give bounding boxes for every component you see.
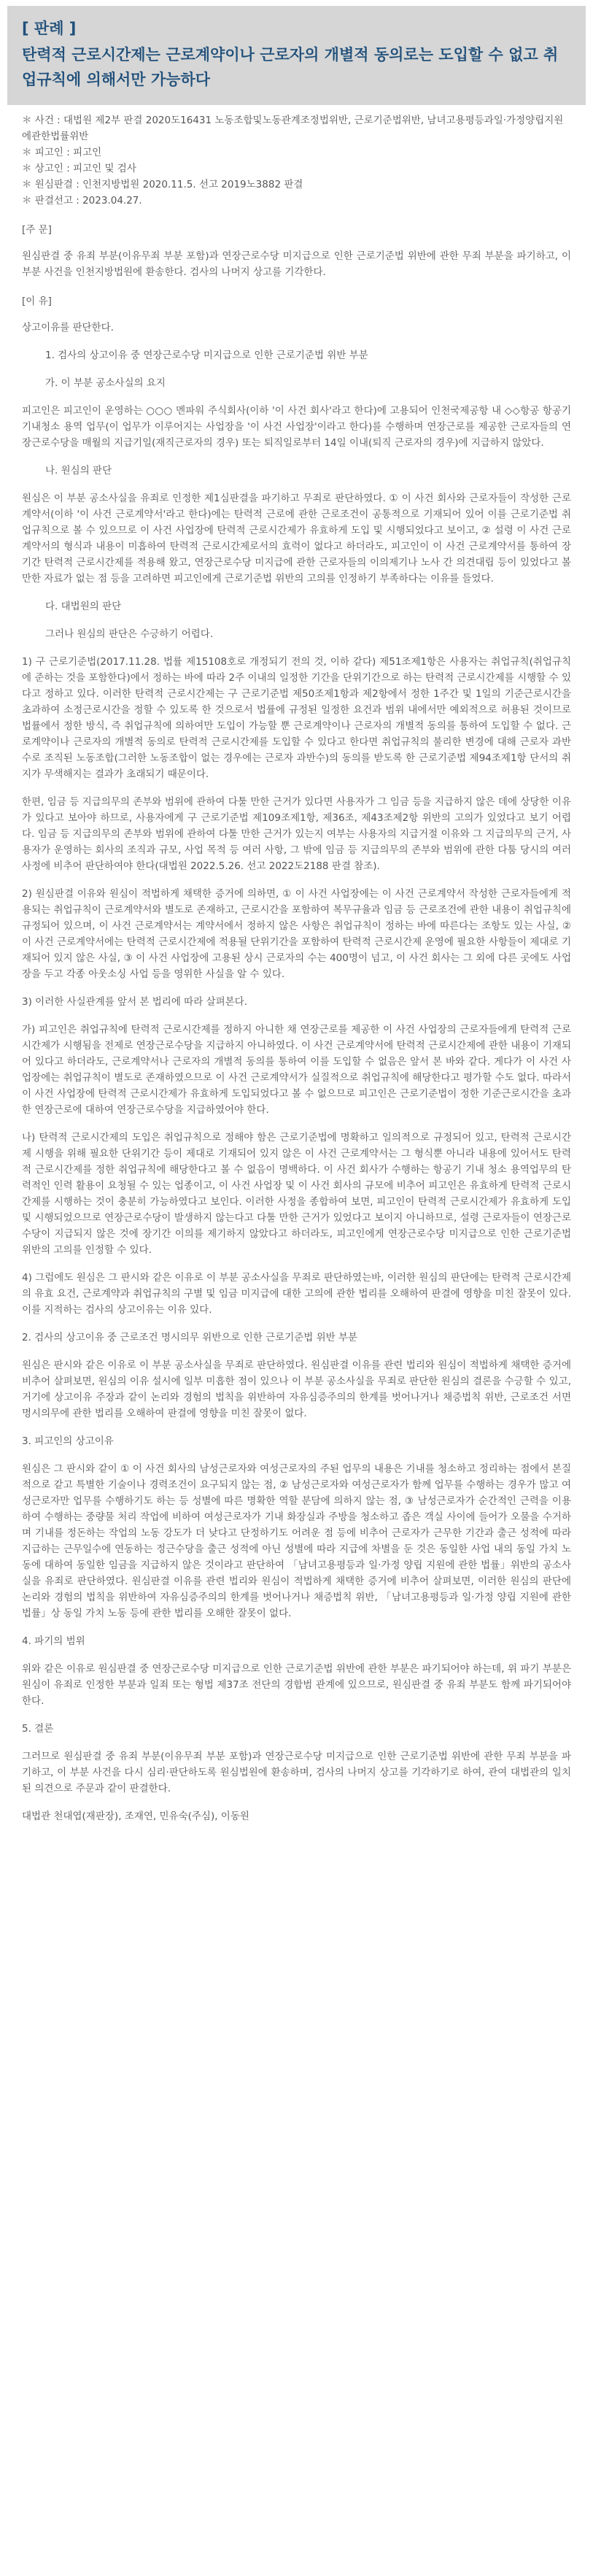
section-1-ga-heading: 가. 이 부분 공소사실의 요지: [45, 377, 166, 389]
page: [0, 6, 593, 2576]
section-1-da-p4: 4) 그럼에도 원심은 그 판시와 같은 이유로 이 부분 공소사실을 무죄로 판단하였는바, 이러한 원심의 판단에는 탄력적 근로시간제의 유효 요건, 근로계약과 취업규칙의 구별 및 임금 미지급에 대한 고의에 관한 법리를 오해하여 판결에 영향을 미친 잘못이 있다. 이를 지적하는 검사의 상고이유는 이유 있다.: [22, 1272, 571, 1316]
section-2-text: 원심은 판시와 같은 이유로 이 부분 공소사실을 무죄로 판단하였다. 원심판결 이유를 관련 법리와 원심이 적법하게 채택한 증거에 비추어 살펴보면, 원심의 이유 설시에 일부 미흡한 점이 있으나 이 부분 공소사실을 무죄로 판단한 원심의 결론을 수긍할 수 있고, 거기에 상고이유 주장과 같이 논리와 경험의 법칙을 위반하여 자유심증주의의 한계를 벗어나거나 채증법칙 위반, 근로조건 서면명시의무에 관한 법리를 오해하여 판결에 영향을 미친 잘못이 없다.: [22, 1360, 571, 1419]
section-1-na-heading: 나. 원심의 판단: [45, 465, 112, 477]
meta-defendant: ＊ 피고인 : 피고인: [22, 147, 102, 158]
page-title: 탄력적 근로시간제는 근로계약이나 근로자의 개별적 동의로는 도입할 수 없고 취업규칙에 의해서만 가능하다: [22, 46, 559, 88]
section-1-heading: 1. 검사의 상고이유 중 연장근로수당 미지급으로 인한 근로기준법 위반 부분: [45, 350, 368, 361]
section-1-na-text: 원심은 이 부분 공소사실을 유죄로 인정한 제1심판결을 파기하고 무죄로 판단하였다. ① 이 사건 회사와 근로자들이 작성한 근로계약서(이하 '이 사건 근로계약서'라고 한다)에는 탄력적 근로에 관한 근로조건이 공통적으로 기재되어 있어 이를 근로기준법 취업규칙으로 볼 수 있으므로 이 사건 사업장에 탄력적 근로시간제가 유효하게 도입 및 시행되었다고 보이고, ② 설령 이 사건 근로계약서의 형식과 내용이 미흡하여 탄력적 근로시간제로서의 효력이 없다고 하더라도, 피고인이 이 사건 근로계약서를 통하여 장기간 탄력적 근로시간제를 적용해 왔고, 연장근로수당 미지급에 관한 근로자들의 이의제기나 노사 간 의견대립 등이 있었다고 볼 만한 자료가 없는 점 등을 고려하면 피고인에게 근로기준법 위반의 고의를 인정하기 부족하다는 이유를 들었다.: [22, 493, 571, 585]
document-body: [7, 112, 586, 1824]
section-1-ga-text: 피고인은 피고인이 운영하는 ○○○ 멘파워 주식회사(이하 '이 사건 회사'라고 한다)에 고용되어 인천국제공항 내 ◇◇항공 항공기 기내청소 용역 업무(이 업무가 이루어지는 사업장을 '이 사건 사업장'이라고 한다)를 수행하며 연장근로를 제공한 근로자들의 연장근로수당을 매월의 지급기일(재직근로자의 경우) 또는 퇴직일로부터 14일 이내(퇴직 근로자의 경우)에 지급하지 않았다.: [22, 405, 571, 449]
section-3-heading: 3. 피고인의 상고이유: [22, 1435, 114, 1447]
section-1-da-p1: 1) 구 근로기준법(2017.11.28. 법률 제15108호로 개정되기 전의 것, 이하 같다) 제51조제1항은 사용자는 취업규칙(취업규칙에 준하는 것을 포함한다)에서 정하는 바에 따라 2주 이내의 일정한 기간을 단위기간으로 하는 탄력적 근로시간제를 시행할 수 있다고 정하고 있다. 이러한 탄력적 근로시간제는 구 근로기준법 제50조제1항과 제2항에서 정한 1주간 및 1일의 기준근로시간을 초과하여 소정근로시간을 정할 수 있도록 한 것으로서 법률에 규정된 일정한 요건과 범위 내에서만 예외적으로 허용된 것이므로 법률에서 정한 방식, 즉 취업규칙에 의하여만 도입이 가능할 뿐 근로계약이나 근로자의 개별적 동의를 통하여 도입할 수 없다. 근로계약이나 근로자의 개별적 동의로 탄력적 근로시간제를 도입할 수 있다고 한다면 취업규칙의 불리한 변경에 대해 근로자 과반수로 조직된 노동조합(그러한 노동조합이 없는 경우에는 근로자 과반수)의 동의를 받도록 한 근로기준법 제94조제1항 단서의 취지가 무색해지는 결과가 초래되기 때문이다.: [22, 656, 571, 780]
section-1-da-p3: 3) 이러한 사실관계를 앞서 본 법리에 따라 살펴본다.: [22, 996, 248, 1008]
section-2-heading: 2. 검사의 상고이유 중 근로조건 명시의무 위반으로 인한 근로기준법 위반 부분: [22, 1332, 358, 1343]
section-1-da-p1b: 한편, 임금 등 지급의무의 존부와 범위에 관하여 다툴 만한 근거가 있다면 사용자가 그 임금 등을 지급하지 않은 데에 상당한 이유가 있다고 보아야 하므로, 사용자에게 구 근로기준법 제109조제1항, 제36조, 제43조제2항 위반의 고의가 있었다고 보기 어렵다. 임금 등 지급의무의 존부와 범위에 관하여 다툴 만한 근거가 있는지 여부는 사용자의 지급거절 이유와 그 지급의무의 근거, 사용자가 운영하는 회사의 조직과 규모, 사업 목적 등 여러 사항, 그 밖에 임금 등 지급의무의 존부와 범위에 관한 다툼 당시의 여러 사정에 비추어 판단하여야 한다(대법원 2022.5.26. 선고 2022도2188 판결 참조).: [22, 796, 571, 872]
reasons-heading: [이 유]: [22, 296, 52, 307]
section-4-text: 위와 같은 이유로 원심판결 중 연장근로수당 미지급으로 인한 근로기준법 위반에 관한 부분은 파기되어야 하는데, 위 파기 부분은 원심이 유죄로 인정한 부분과 일죄 또는 형법 제37조 전단의 경합범 관계에 있으므로, 원심판결 중 유죄 부분도 함께 파기되어야 한다.: [22, 1663, 571, 1707]
case-meta: [22, 112, 571, 209]
section-1-da-p3b: 나) 탄력적 근로시간제의 도입은 취업규칙으로 정해야 함은 근로기준법에 명확하고 일의적으로 규정되어 있고, 탄력적 근로시간제 시행을 위해 필요한 단위기간 등이 제대로 기재되어 있지 않은 이 사건 근로계약서는 그 형식뿐 아니라 내용에 있어서도 탄력적 근로시간제를 정한 취업규칙에 해당한다고 볼 수 없음이 명백하다. 이 사건 회사가 수행하는 항공기 기내 청소 용역업무의 탄력적인 인력 활용이 요청될 수 있는 업종이고, 이 사건 사업장 및 이 사건 회사의 규모에 비추어 피고인은 유효하게 탄력적 근로시간제를 시행하는 것이 충분히 가능하였다고 보인다. 이러한 사정을 종합하여 보면, 피고인이 탄력적 근로시간제가 유효하게 도입 및 시행되었으므로 연장근로수당이 발생하지 않는다고 다툴 만한 근거가 있었다고 보이지 아니하므로, 설령 근로자들이 연장근로수당이 지급되지 않은 것에 장기간 이의를 제기하지 않았다고 하더라도, 피고인에게 연장근로수당 미지급으로 인한 근로기준법 위반의 고의를 인정할 수 있다.: [22, 1132, 571, 1256]
section-1-da-heading: 다. 대법원의 판단: [45, 601, 122, 612]
title-banner: [7, 6, 586, 105]
reasons-intro: 상고이유를 판단한다.: [22, 322, 114, 333]
section-3-text: 원심은 그 판시와 같이 ① 이 사건 회사의 남성근로자와 여성근로자의 주된 업무의 내용은 기내를 청소하고 정리하는 점에서 본질적으로 같고 특별한 기술이나 경력조건이 요구되지 않는 점, ② 남성근로자와 여성근로자가 함께 업무를 수행하는 경우가 많고 여성근로자만 업무를 수행하기도 하는 등 성별에 따른 명확한 역할 분담에 의하지 않는 점, ③ 남성근로자가 순간적인 근력을 이용하여 수행하는 중량물 처리 작업에 비하여 여성근로자가 기내 화장실과 주방을 청소하고 좁은 객실 사이에 들어가 오물을 수거하며 기내를 정돈하는 작업의 노동 강도가 더 낮다고 단정하기도 어려운 점 등에 비추어 근로자가 근무한 기간과 출근 성적에 따라 지급하는 근무일수에 연동하는 정근수당을 출근 성적에 아닌 성별에 따라 지급에 차별을 둔 것은 동일한 사업 내의 동일 가치 노동에 대하여 동일한 임금을 지급하지 않은 것이라고 판단하여 「남녀고용평등과 일·가정 양립 지원에 관한 법률」위반의 공소사실을 유죄로 판단하였다. 원심판결 이유를 관련 법리와 원심이 적법하게 채택한 증거에 비추어 살펴보면, 이러한 원심의 판단에 논리와 경험의 법칙을 위반하여 자유심증주의의 한계를 벗어나거나 채증법칙 위반, 「남녀고용평등과 일·가정 양립 지원에 관한 법률」상 동일 가치 노동 등에 관한 법리를 오해한 잘못이 없다.: [22, 1463, 571, 1619]
section-1-da-p3a: 가) 피고인은 취업규칙에 탄력적 근로시간제를 정하지 아니한 채 연장근로를 제공한 이 사건 사업장의 근로자들에게 탄력적 근로시간제가 시행됨을 전제로 연장근로수당을 지급하지 아니하였다. 이 사건 근로계약서에 탄력적 근로시간제에 관한 내용이 기재되어 있다고 하더라도, 근로계약서나 근로자의 개별적 동의를 통하여 이를 도입할 수 없음은 앞서 본 바와 같다. 게다가 이 사건 사업장에는 취업규칙이 별도로 존재하였으므로 이 사건 근로계약서가 실질적으로 취업규칙에 해당한다고 평가할 수도 없다. 따라서 이 사건 사업장에 탄력적 근로시간제가 유효하게 도입되었다고 볼 수 없으므로 피고인은 근로기준법이 정한 기준근로시간을 초과한 연장근로에 대하여 연장근로수당을 지급하였어야 한다.: [22, 1024, 571, 1116]
category-badge: [ 판례 ]: [22, 20, 77, 37]
meta-lower-court: ＊ 원심판결 : 인천지방법원 2020.11.5. 선고 2019노3882 판결: [22, 179, 303, 190]
section-1-da-lead: 그러나 원심의 판단은 수긍하기 어렵다.: [45, 628, 214, 640]
section-1-da-p2: 2) 원심판결 이유와 원심이 적법하게 채택한 증거에 의하면, ① 이 사건 사업장에는 이 사건 근로계약서 작성한 근로자들에게 적용되는 취업규칙이 근로계약서와 별도로 존재하고, 근로시간을 포함하여 복무규율과 임금 등 근로조건에 관한 내용이 취업규칙에 규정되어 있으며, 이 사건 근로계약서는 계약서에서 정하지 않은 사항은 취업규칙이 정하는 바에 따른다는 조항도 있는 사실, ② 이 사건 근로계약서에는 탄력적 근로시간제에 적용될 단위기간을 포함하여 탄력적 근로시간제 운영에 필요한 사항들이 제대로 기재되어 있지 않은 사실, ③ 이 사건 사업장에 고용된 상시 근로자의 수는 400명이 넘고, 이 사건 회사는 그 외에 다른 곳에도 사업장을 두고 각종 아웃소싱 사업 등을 영위한 사실을 알 수 있다.: [22, 888, 571, 980]
justices-line: 대법관 천대엽(재판장), 조재연, 민유숙(주심), 이동원: [22, 1810, 249, 1822]
meta-appellant: ＊ 상고인 : 피고인 및 검사: [22, 163, 136, 174]
order-heading: [주 문]: [22, 224, 52, 236]
meta-case: ＊ 사건 : 대법원 제2부 판결 2020도16431 노동조합및노동관계조정법위반, 근로기준법위반, 남녀고용평등과일·가정양립지원에관한법률위반: [22, 115, 564, 142]
section-4-heading: 4. 파기의 범위: [22, 1635, 85, 1647]
section-5-heading: 5. 결론: [22, 1723, 54, 1735]
meta-date: ＊ 판결선고 : 2023.04.27.: [22, 195, 142, 207]
section-5-text: 그러므로 원심판결 중 유죄 부분(이유무죄 부분 포함)과 연장근로수당 미지급으로 인한 근로기준법 위반에 관한 무죄 부분을 파기하고, 이 부분 사건을 다시 심리·판단하도록 원심법원에 환송하며, 검사의 나머지 상고를 기각하기로 하여, 관여 대법관의 일치된 의견으로 주문과 같이 판결한다.: [22, 1751, 571, 1794]
order-text: 원심판결 중 유죄 부분(이유무죄 부분 포함)과 연장근로수당 미지급으로 인한 근로기준법 위반에 관한 무죄 부분을 파기하고, 이 부분 사건을 인천지방법원에 환송한다. 검사의 나머지 상고를 기각한다.: [22, 250, 571, 278]
